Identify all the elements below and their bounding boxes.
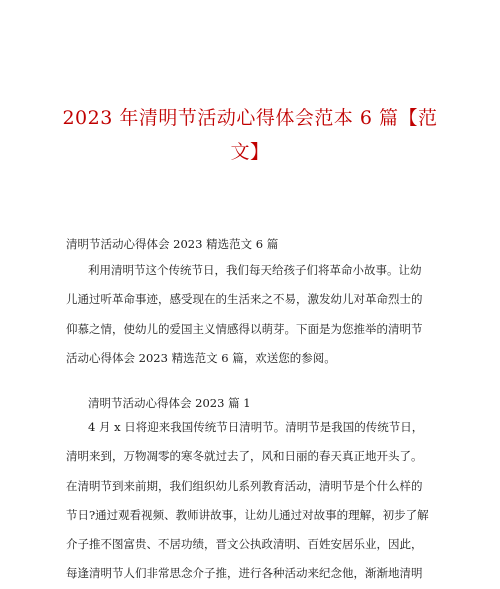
document-title xyxy=(40,101,460,169)
document-title-line-2: 文】 xyxy=(230,141,270,163)
section-1-paragraph xyxy=(66,413,448,589)
document-title-line-1: 2023 年清明节活动心得体会范本 6 篇【范 xyxy=(62,107,438,129)
section-1-line: 节日?通过观看视频、教师讲故事，让幼儿通过对故事的理解，初步了解 xyxy=(66,507,429,522)
section-1-line: 清明来到，万物凋零的寒冬就过去了，风和日丽的春天真正地开头了。 xyxy=(66,449,423,464)
intro-paragraph xyxy=(66,256,448,373)
intro-line: 仰慕之情，使幼儿的爱国主义情感得以萌芽。下面是为您推举的清明节 xyxy=(66,321,423,336)
section-1-line: 每逢清明节人们非常思念介子推，进行各种活动来纪念他，渐渐地清明 xyxy=(66,566,423,581)
intro-line: 儿通过听革命事迹，感受现在的生活来之不易，激发幼儿对革命烈士的 xyxy=(66,292,423,307)
section-1-line: 在清明节到来前期，我们组织幼儿系列教育活动，清明节是个什么样的 xyxy=(66,478,423,493)
section-1-line: 介子推不图富贵、不居功绩，晋文公执政清明、百姓安居乐业，因此， xyxy=(66,537,423,552)
intro-line: 活动心得体会 2023 精选范文 6 篇，欢送您的参阅。 xyxy=(66,350,336,365)
intro-line: 利用清明节这个传统节日，我们每天给孩子们将革命小故事。让幼 xyxy=(88,263,422,277)
section-1-line: 4 月 x 日将迎来我国传统节日清明节。清明节是我国的传统节日， xyxy=(88,420,424,434)
section-1-heading: 清明节活动心得体会 2023 篇 1 xyxy=(88,396,251,410)
collection-subheading: 清明节活动心得体会 2023 精选范文 6 篇 xyxy=(66,237,279,251)
